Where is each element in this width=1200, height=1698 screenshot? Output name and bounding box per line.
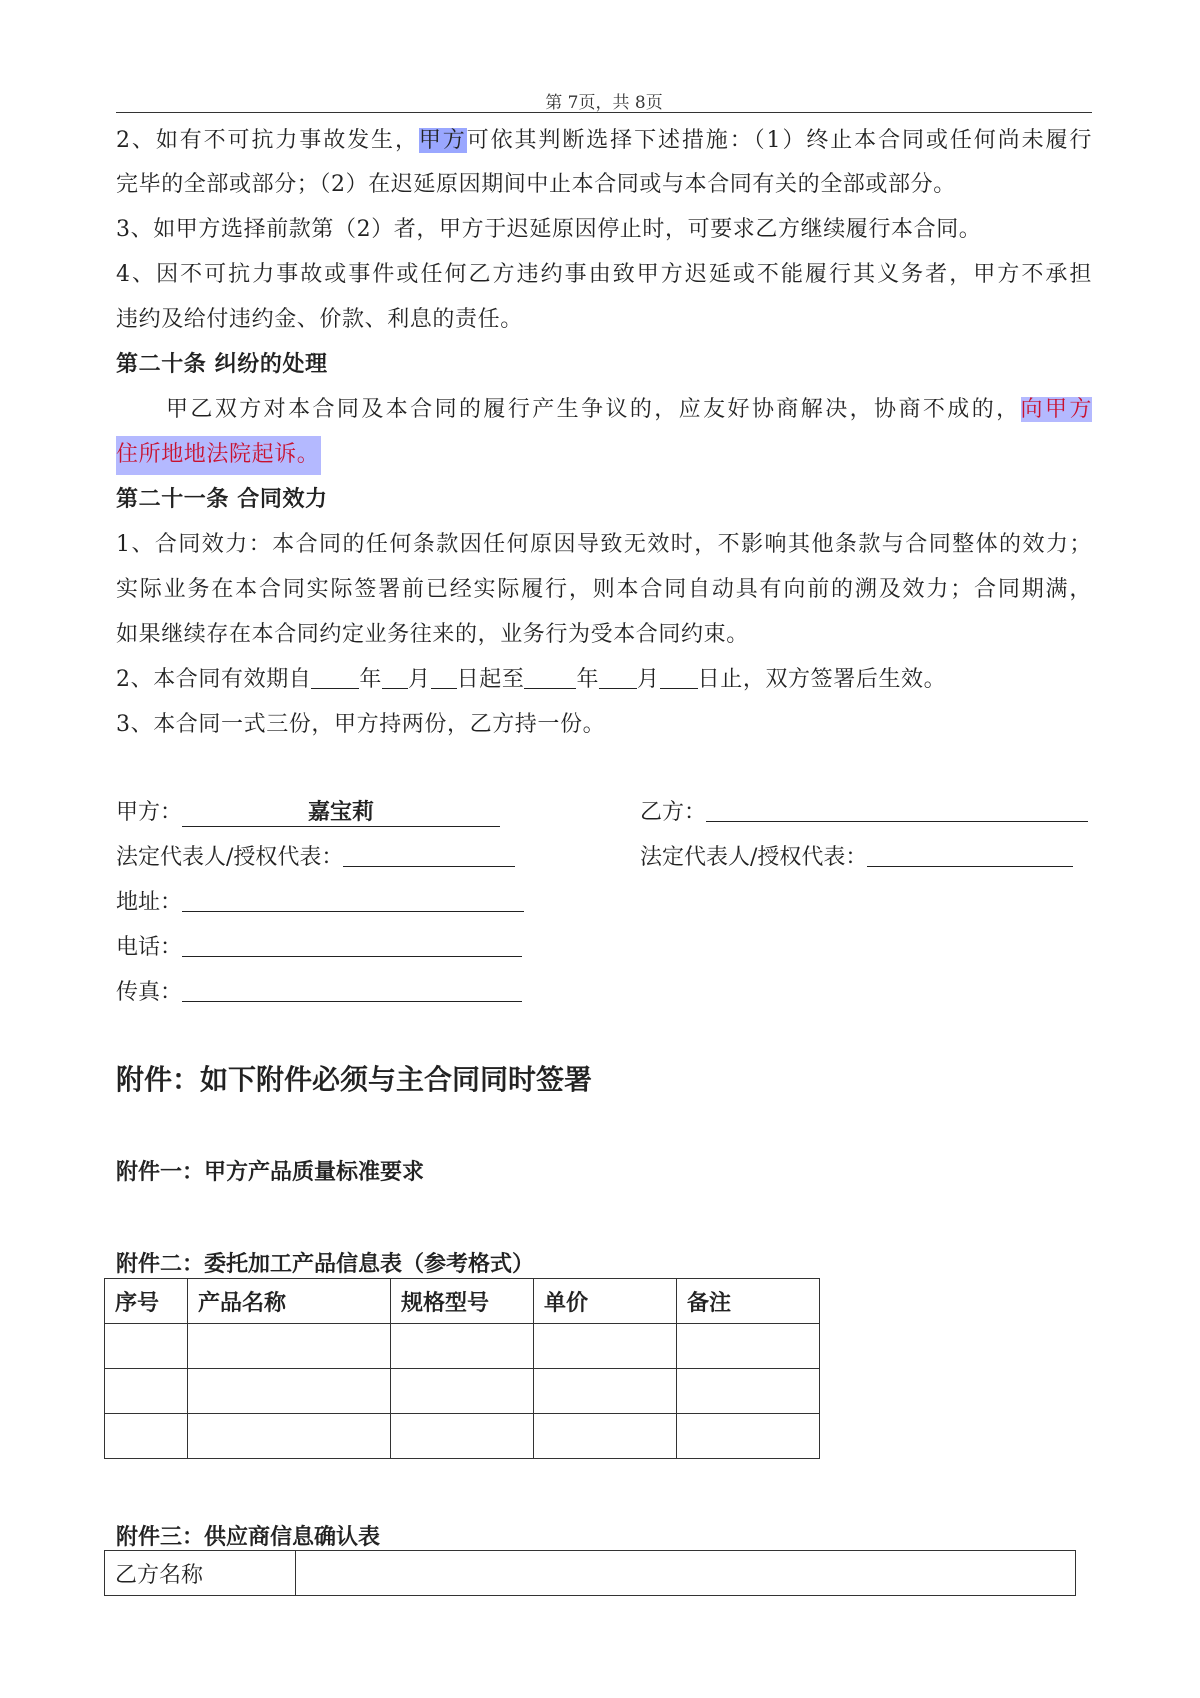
page-header: 第 7页，共 8页 — [545, 93, 663, 113]
highlight-court-b: 住所地地法院起诉。 — [116, 436, 321, 475]
highlight-court-a: 向甲方 — [1020, 397, 1092, 422]
annex1-title: 附件一：甲方产品质量标准要求 — [116, 1160, 425, 1185]
table-cell[interactable] — [677, 1324, 820, 1369]
table-row — [105, 1369, 820, 1414]
table-row — [105, 1551, 1076, 1596]
clause21-p2 — [116, 665, 1092, 695]
month-label: 月 — [637, 667, 660, 692]
clause19-p2-text-a: 2、如有不可抗力事故发生， — [116, 128, 419, 153]
phone-field[interactable] — [182, 934, 522, 957]
table-header-row — [105, 1279, 820, 1324]
address-row — [116, 888, 524, 918]
phone-label: 电话： — [116, 935, 183, 960]
clause20-body-line1 — [116, 395, 1092, 425]
party-b-label: 乙方： — [640, 800, 707, 825]
col-product-name: 产品名称 — [188, 1279, 391, 1324]
supplier-info-table — [104, 1550, 1076, 1596]
party-b-rep-row — [640, 843, 1073, 873]
start-day-blank[interactable] — [431, 666, 457, 689]
clause20-body-text: 甲乙双方对本合同及本合同的履行产生争议的，应友好协商解决，协商不成的， — [166, 397, 1021, 422]
party-b-row — [640, 798, 1088, 828]
table-cell[interactable] — [391, 1324, 534, 1369]
end-month-blank[interactable] — [599, 666, 637, 689]
rep-label: 法定代表人/授权代表： — [640, 845, 868, 870]
annex3-title: 附件三：供应商信息确认表 — [116, 1525, 381, 1550]
table-cell[interactable] — [105, 1369, 188, 1414]
fax-label: 传真： — [116, 980, 183, 1005]
clause21-p1-line1: 1、合同效力：本合同的任何条款因任何原因导致无效时，不影响其他条款与合同整体的效力； — [116, 532, 1092, 557]
fax-field[interactable] — [182, 979, 522, 1002]
party-a-rep-row — [116, 843, 515, 873]
address-label: 地址： — [116, 890, 183, 915]
col-index: 序号 — [105, 1279, 188, 1324]
party-a-label: 甲方： — [116, 800, 183, 825]
table-row — [105, 1414, 820, 1459]
table-cell[interactable] — [188, 1414, 391, 1459]
clause21-title: 第二十一条 合同效力 — [116, 487, 328, 512]
year-label: 年 — [576, 667, 600, 692]
day-label: 日起至 — [456, 667, 525, 692]
annex-title: 附件：如下附件必须与主合同同时签署 — [116, 1063, 593, 1096]
start-year-blank[interactable] — [311, 666, 359, 689]
party-a-row — [116, 798, 500, 828]
table-cell[interactable] — [188, 1369, 391, 1414]
party-b-name-field[interactable] — [706, 799, 1088, 822]
clause21-p1-line2: 实际业务在本合同实际签署前已经实际履行，则本合同自动具有向前的溯及效力；合同期满， — [116, 577, 1092, 602]
clause19-p2-text-b: 可依其判断选择下述措施：（1）终止本合同或任何尚未履行 — [466, 128, 1092, 153]
party-a-rep-field[interactable] — [343, 844, 515, 867]
clause21-p3: 3、本合同一式三份，甲方持两份，乙方持一份。 — [116, 712, 606, 737]
phone-row — [116, 933, 522, 963]
supplier-name-field[interactable] — [296, 1551, 1076, 1596]
table-cell[interactable] — [534, 1414, 677, 1459]
end-day-blank[interactable] — [660, 666, 698, 689]
table-cell[interactable] — [391, 1369, 534, 1414]
clause19-p2-line1 — [116, 126, 1092, 156]
validity-suffix: 日止，双方签署后生效。 — [697, 667, 947, 692]
product-info-table — [104, 1278, 820, 1459]
table-cell[interactable] — [391, 1414, 534, 1459]
clause19-p2-line2: 完毕的全部或部分；（2）在迟延原因期间中止本合同或与本合同有关的全部或部分。 — [116, 172, 956, 197]
clause21-p1-line3: 如果继续存在本合同约定业务往来的，业务行为受本合同约束。 — [116, 622, 749, 647]
table-cell[interactable] — [105, 1324, 188, 1369]
annex2-title: 附件二：委托加工产品信息表（参考格式） — [116, 1252, 535, 1277]
col-spec: 规格型号 — [391, 1279, 534, 1324]
col-remark: 备注 — [677, 1279, 820, 1324]
supplier-name-label: 乙方名称 — [105, 1551, 296, 1596]
clause19-p4-line1: 4、因不可抗力事故或事件或任何乙方违约事由致甲方迟延或不能履行其义务者，甲方不承担 — [116, 262, 1092, 287]
highlight-party-a: 甲方 — [418, 128, 467, 153]
clause20-title: 第二十条 纠纷的处理 — [116, 352, 328, 377]
table-cell[interactable] — [534, 1369, 677, 1414]
table-cell[interactable] — [534, 1324, 677, 1369]
table-cell[interactable] — [677, 1414, 820, 1459]
start-month-blank[interactable] — [382, 666, 408, 689]
table-row — [105, 1324, 820, 1369]
address-field[interactable] — [182, 889, 524, 912]
party-a-name-field[interactable]: 嘉宝莉 — [182, 800, 500, 827]
header-divider — [116, 112, 1092, 113]
month-label: 月 — [408, 667, 431, 692]
end-year-blank[interactable] — [524, 666, 576, 689]
col-unit-price: 单价 — [534, 1279, 677, 1324]
clause20-body-line2 — [116, 440, 1092, 470]
rep-label: 法定代表人/授权代表： — [116, 845, 344, 870]
table-cell[interactable] — [105, 1414, 188, 1459]
table-cell[interactable] — [188, 1324, 391, 1369]
year-label: 年 — [359, 667, 383, 692]
clause19-p3: 3、如甲方选择前款第（2）者，甲方于迟延原因停止时，可要求乙方继续履行本合同。 — [116, 217, 982, 242]
table-cell[interactable] — [677, 1369, 820, 1414]
clause19-p4-line2: 违约及给付违约金、价款、利息的责任。 — [116, 307, 523, 332]
fax-row — [116, 978, 522, 1008]
party-b-rep-field[interactable] — [867, 844, 1073, 867]
validity-prefix: 2、本合同有效期自 — [116, 667, 312, 692]
